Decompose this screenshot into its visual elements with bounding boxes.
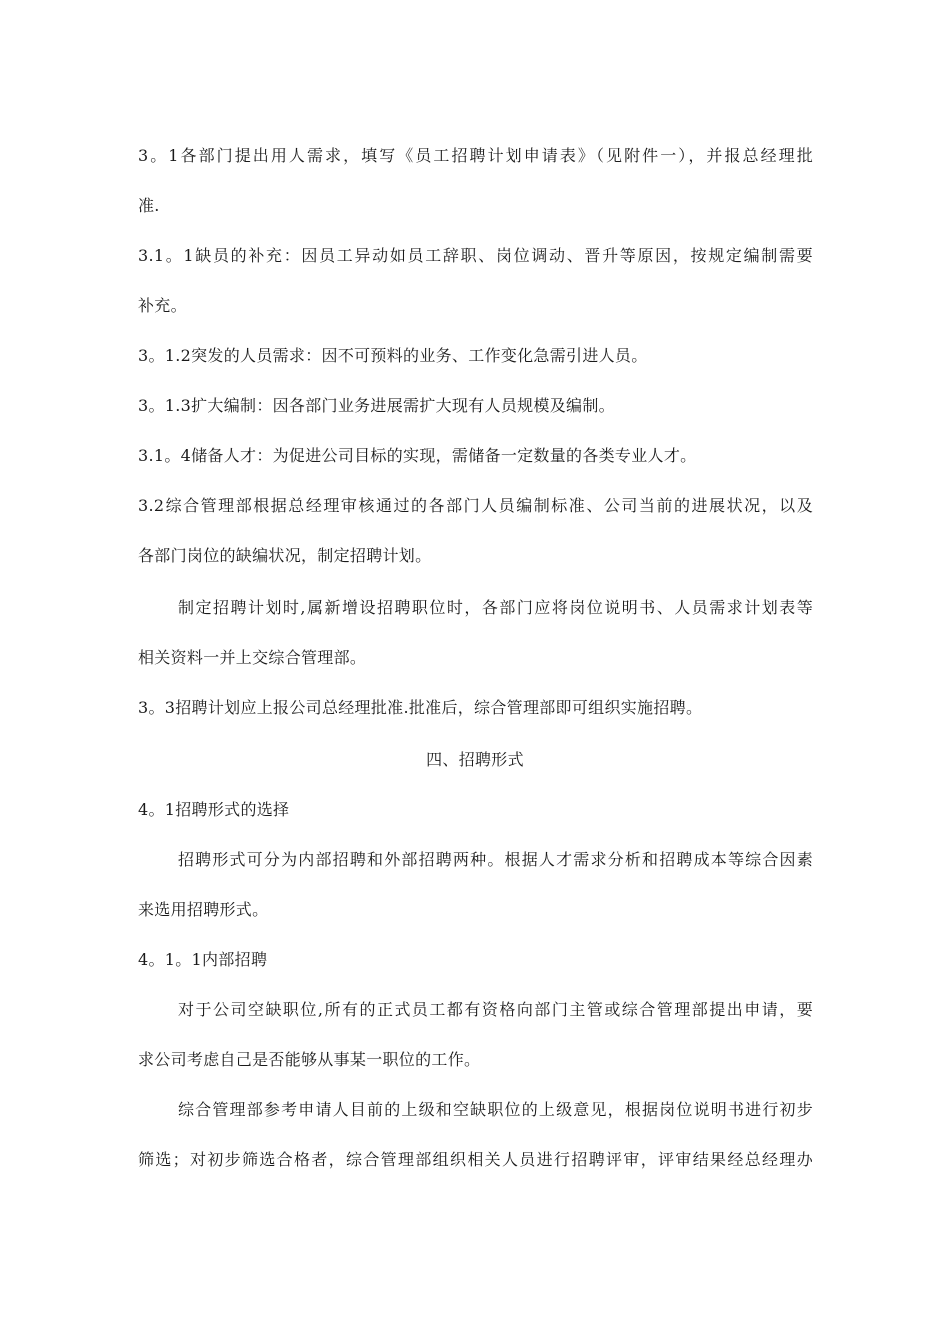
paragraph-screening-line-2: 筛选；对初步筛选合格者，综合管理部组织相关人员进行招聘评审，评审结果经总经理办 — [138, 1150, 813, 1169]
section-heading-4: 四、招聘形式 — [426, 750, 524, 769]
paragraph-3-2-line-1: 3.2综合管理部根据总经理审核通过的各部门人员编制标准、公司当前的进展状况，以及 — [138, 496, 813, 515]
paragraph-3-1-3: 3。1.3扩大编制：因各部门业务进展需扩大现有人员规模及编制。 — [138, 396, 615, 415]
paragraph-internal-line-2: 求公司考虑自己是否能够从事某一职位的工作。 — [138, 1050, 481, 1069]
paragraph-3-1-line-2: 准. — [138, 196, 160, 215]
paragraph-4-1-line-1: 招聘形式可分为内部招聘和外部招聘两种。根据人才需求分析和招聘成本等综合因素 — [178, 850, 813, 869]
subheading-4-1-1: 4。1。1内部招聘 — [138, 950, 268, 969]
paragraph-3-1-1-line-1: 3.1。1缺员的补充：因员工异动如员工辞职、岗位调动、晋升等原因，按规定编制需要 — [138, 246, 813, 265]
paragraph-3-2-line-2: 各部门岗位的缺编状况，制定招聘计划。 — [138, 546, 432, 565]
paragraph-3-1-4: 3.1。4储备人才：为促进公司目标的实现，需储备一定数量的各类专业人才。 — [138, 446, 697, 465]
paragraph-plan-note-line-1: 制定招聘计划时,属新增设招聘职位时，各部门应将岗位说明书、人员需求计划表等 — [178, 598, 813, 617]
paragraph-screening-line-1: 综合管理部参考申请人目前的上级和空缺职位的上级意见，根据岗位说明书进行初步 — [178, 1100, 813, 1119]
paragraph-3-1-1-line-2: 补充。 — [138, 296, 187, 315]
paragraph-internal-line-1: 对于公司空缺职位,所有的正式员工都有资格向部门主管或综合管理部提出申请，要 — [178, 1000, 813, 1019]
subheading-4-1: 4。1招聘形式的选择 — [138, 800, 290, 819]
paragraph-3-3: 3。3招聘计划应上报公司总经理批准.批准后，综合管理部即可组织实施招聘。 — [138, 698, 703, 717]
paragraph-plan-note-line-2: 相关资料一并上交综合管理部。 — [138, 648, 367, 667]
paragraph-3-1-2: 3。1.2突发的人员需求：因不可预料的业务、工作变化急需引进人员。 — [138, 346, 648, 365]
paragraph-4-1-line-2: 来选用招聘形式。 — [138, 900, 269, 919]
paragraph-3-1-line-1: 3。1各部门提出用人需求，填写《员工招聘计划申请表》（见附件一），并报总经理批 — [138, 146, 813, 165]
